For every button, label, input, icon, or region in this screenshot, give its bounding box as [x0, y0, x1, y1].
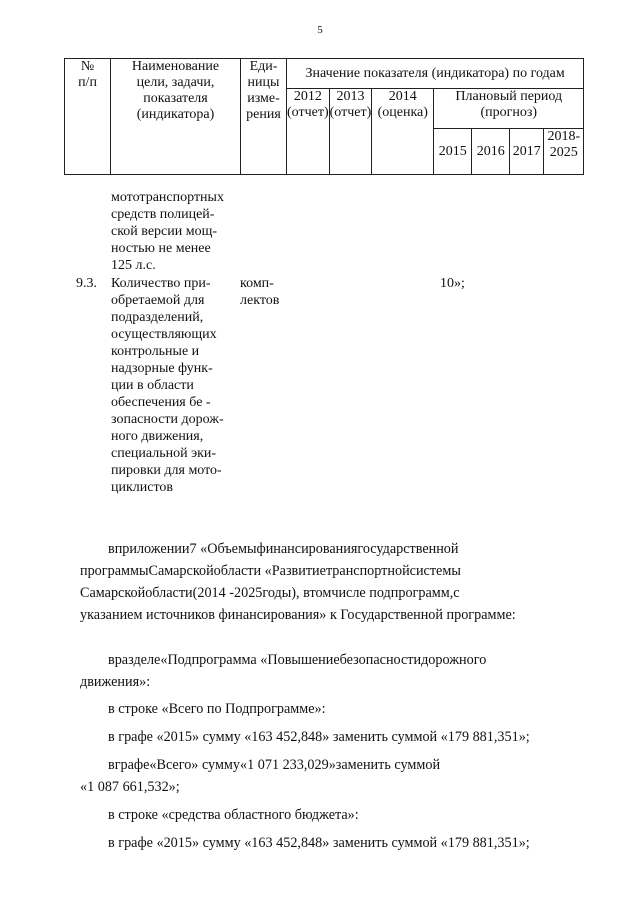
header-2014: 2014 (оценка) — [372, 89, 434, 175]
p5-line-2: «1 087 661,532»; — [80, 779, 180, 795]
indicator-table-header — [64, 58, 584, 175]
header-2012: 2012 (отчет) — [287, 89, 330, 175]
header-2013: 2013 (отчет) — [329, 89, 372, 175]
p1-line-2: программыСамарскойобласти «Развитиетранспортнойсистемы — [80, 563, 461, 579]
paragraph-section-road-safety — [80, 649, 553, 693]
page-number: 5 — [317, 24, 323, 36]
p2-line-1: вразделе«Подпрограмма «Повышениебезопасностидорожного — [108, 652, 487, 668]
paragraph-regional-budget: в строке «средства областного бюджета»: — [108, 807, 359, 823]
header-2017: 2017 — [510, 129, 544, 175]
p1-line-4: указанием источников финансирования» к Государственной программе: — [80, 607, 516, 623]
header-2018-2025: 2018- 2025 — [544, 129, 584, 175]
header-values-title: Значение показателя (индикатора) по годам — [287, 59, 584, 89]
header-num: № п/п — [65, 59, 111, 175]
paragraph-appendix-7 — [80, 538, 553, 626]
p2-line-2: движения»: — [80, 674, 151, 690]
paragraph-column-2015-budget: в графе «2015» сумму «163 452,848» заменить суммой «179 881,351»; — [108, 835, 530, 851]
paragraph-total-row: в строке «Всего по Подпрограмме»: — [108, 701, 326, 717]
row-unit: комп- лектов — [240, 276, 280, 308]
p1-line-3: Самарскойобласти(2014 -2025годы), втомчисле подпрограмм,с — [80, 585, 460, 601]
paragraph-column-2015: в графе «2015» сумму «163 452,848» заменить суммой «179 881,351»; — [108, 729, 530, 745]
row-value: 10»; — [440, 276, 465, 291]
header-planned-period: Плановый период (прогноз) — [434, 89, 584, 129]
header-2015: 2015 — [434, 129, 472, 175]
paragraph-column-total — [80, 754, 553, 798]
row-number: 9.3. — [76, 276, 97, 291]
row-continuation-text: мототранспортных средств полицей- ской версии мощ- ностью не менее 125 л.с. — [111, 190, 224, 273]
header-2016: 2016 — [472, 129, 510, 175]
header-name: Наименование цели, задачи, показателя (индикатора) — [111, 59, 241, 175]
row-indicator-name: Количество при- обретаемой для подразделений, осуществляющих контрольные и надзорные функ- ции в области обеспечения бе - зопасности дорож- ного движения, специальной эки- пировки для мото- циклистов — [111, 276, 224, 495]
p5-line-1: вграфе«Всего» сумму«1 071 233,029»заменить суммой — [108, 757, 441, 773]
p1-line-1: вприложении7 «Объемыфинансированиягосударственной — [108, 541, 459, 557]
header-unit: Еди- ницы изме- рения — [241, 59, 287, 175]
